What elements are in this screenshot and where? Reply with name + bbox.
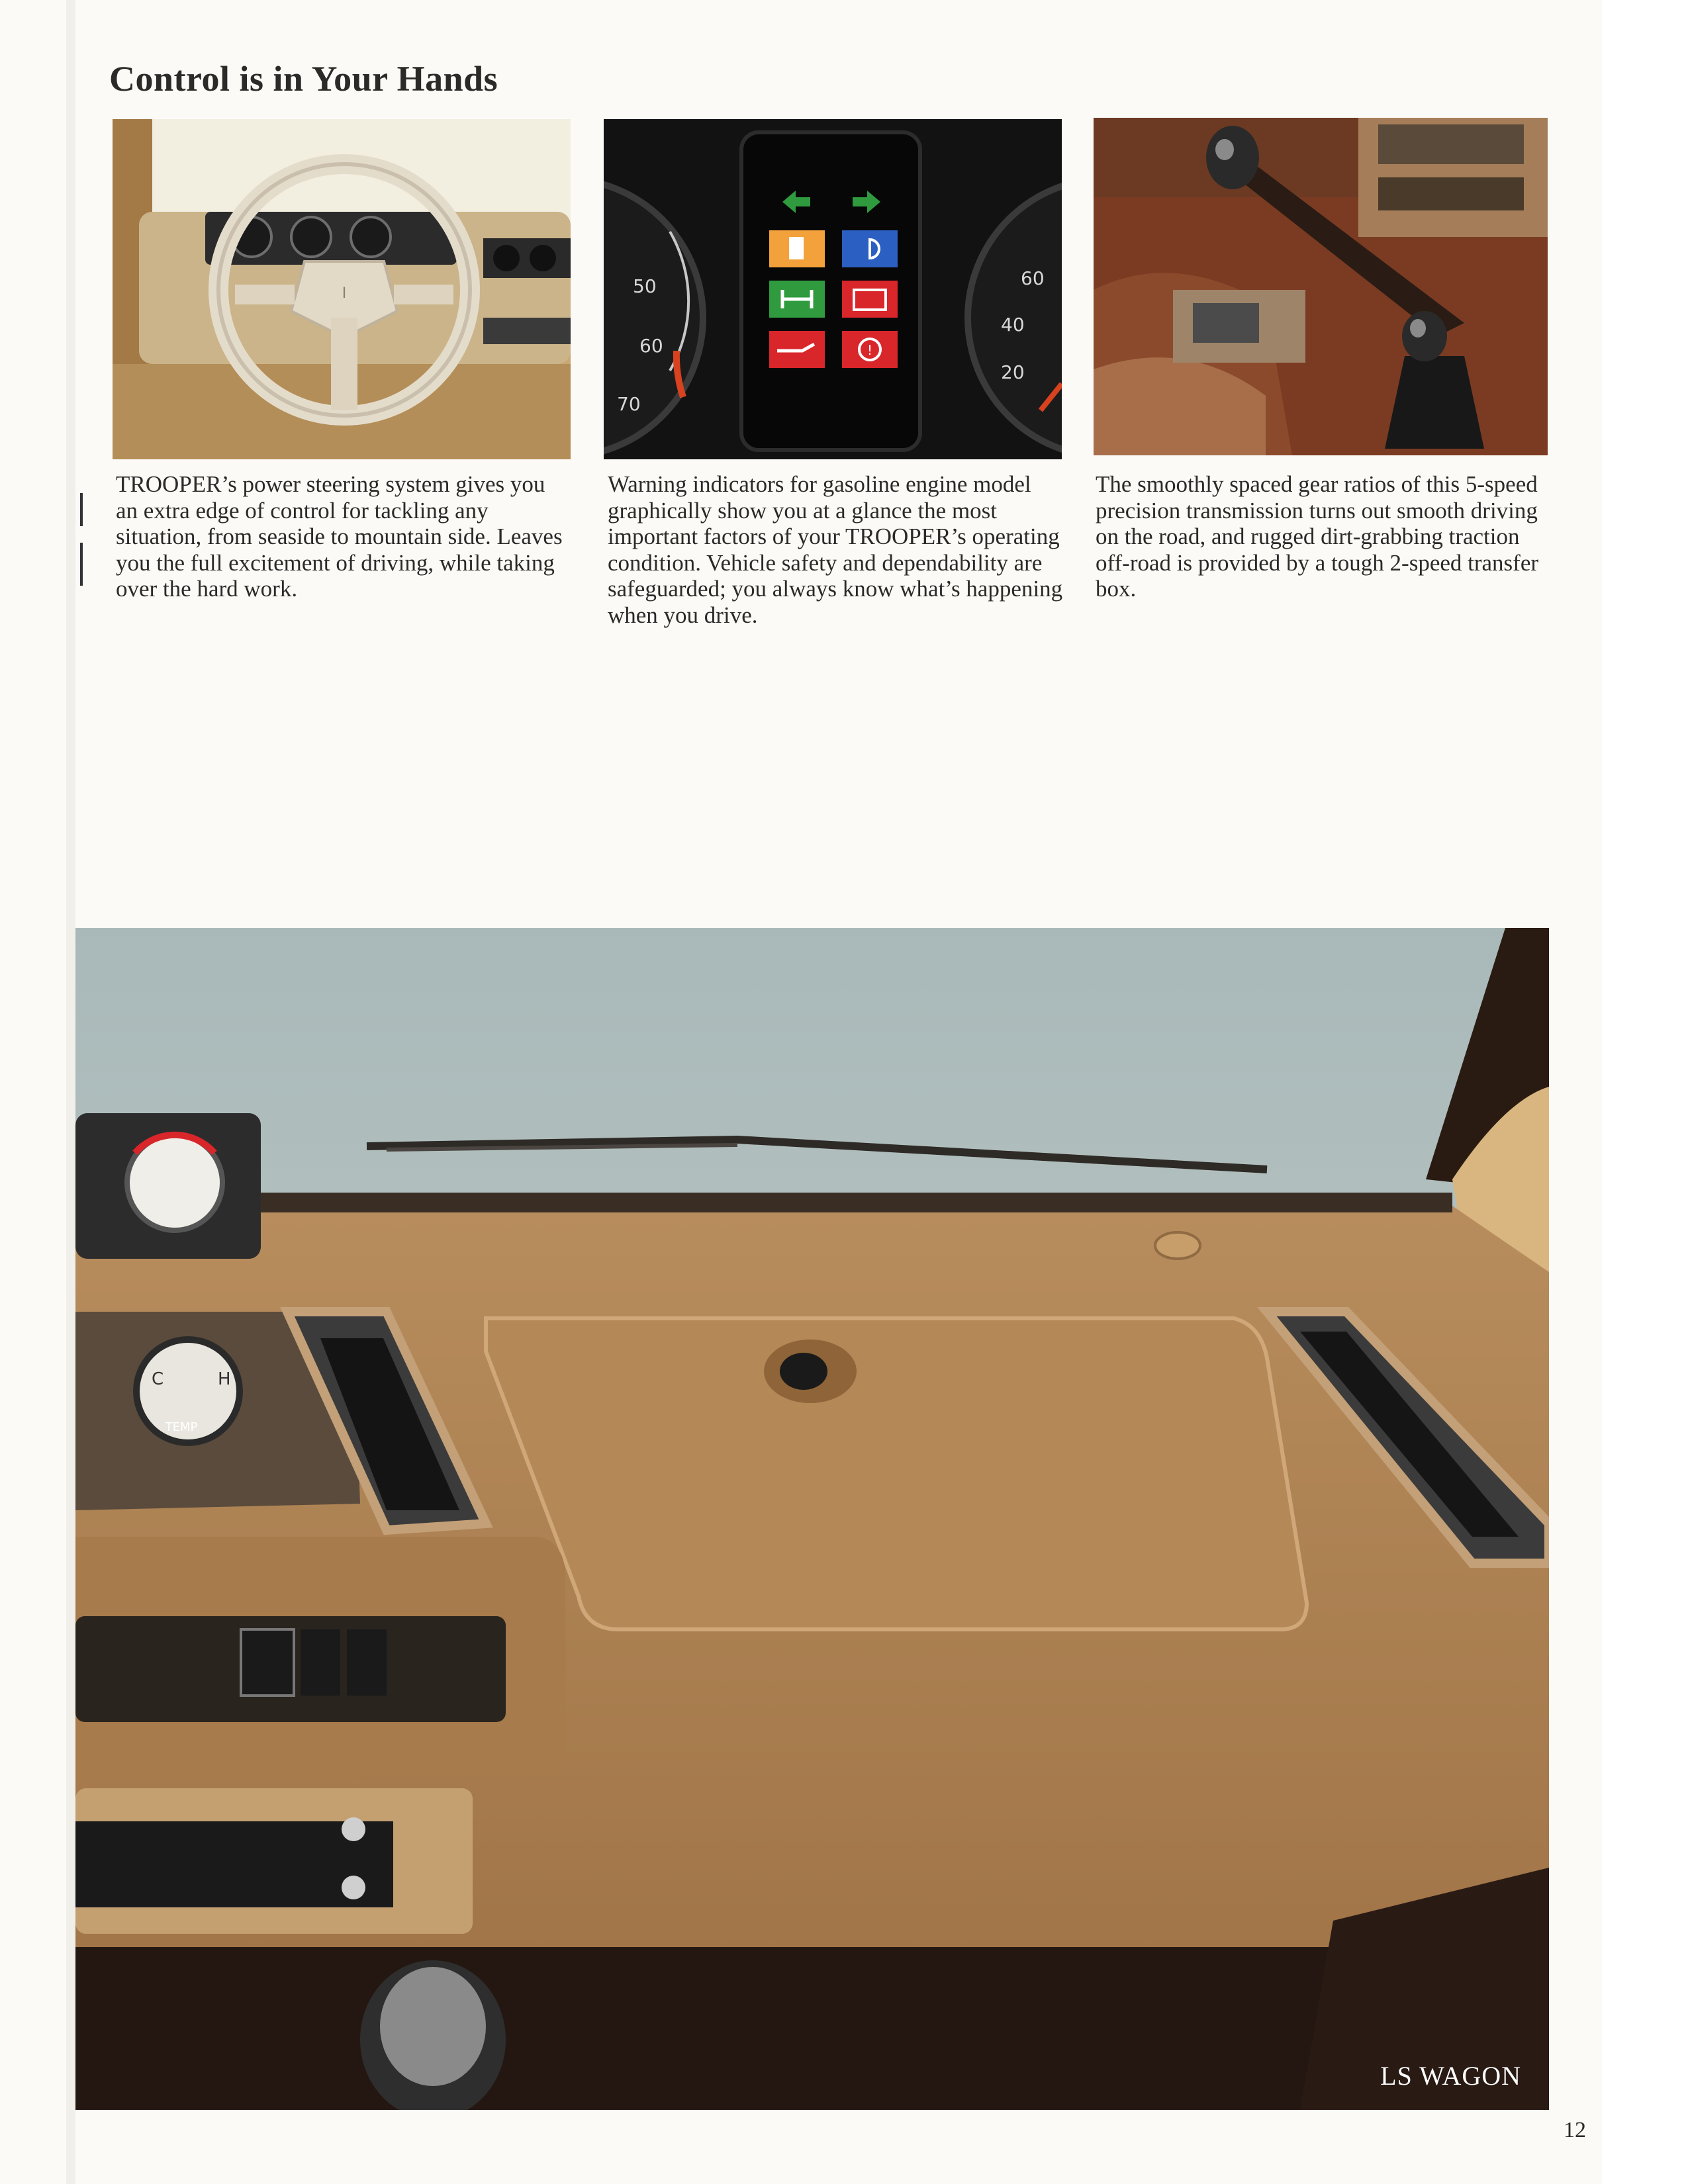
battery-icon (842, 281, 898, 318)
ls-wagon-label: LS WAGON (1380, 2061, 1521, 2091)
dashboard-illustration (75, 928, 1549, 2110)
page-number: 12 (1564, 2118, 1586, 2142)
warning-caption: Warning indicators for gasoline engine model graphically show you at a glance the most important factors of your TROOPER’s operating condition. Vehicle safety and dependability are safeguarded; you always know what’s happening when you drive. (608, 471, 1063, 628)
warning-panel-illustration (604, 119, 1062, 459)
right-gauge-tick-40: 40 (1001, 314, 1025, 336)
dashboard-photo (75, 928, 1549, 2110)
left-gauge-tick-70: 70 (617, 393, 641, 415)
steering-wheel-photo (113, 119, 571, 459)
temp-gauge-label: TEMP (165, 1420, 198, 1434)
steering-caption: TROOPER’s power steering system gives you an extra edge of control for tackling any situation, from seaside to mountain side. Leaves you the full excitement of driving, while taking over the hard work. (116, 471, 563, 602)
temp-gauge-c: C (152, 1369, 164, 1389)
warning-indicators-photo (604, 119, 1062, 459)
page-edge (1602, 0, 1688, 2184)
gear-caption: The smoothly spaced gear ratios of this 5-speed precision transmission turns out smooth driving on the road, and rugged dirt-grabbing traction off-road is provided by a tough 2-speed transfer box. (1096, 471, 1539, 602)
gear-shift-illustration (1094, 118, 1548, 455)
left-gauge-tick-50: 50 (633, 275, 657, 297)
page-title: Control is in Your Hands (109, 59, 498, 99)
margin-mark (80, 493, 83, 526)
right-gauge-tick-60: 60 (1021, 267, 1045, 289)
svg-text:!: ! (867, 342, 873, 358)
temp-gauge-h: H (218, 1369, 231, 1389)
steering-wheel-illustration (113, 119, 571, 459)
svg-text:I: I (342, 285, 347, 302)
left-gauge-tick-60: 60 (639, 335, 663, 357)
margin-mark (80, 543, 83, 586)
page-gutter (66, 0, 75, 2184)
right-gauge-tick-20: 20 (1001, 361, 1025, 383)
gear-shift-photo (1094, 118, 1548, 455)
